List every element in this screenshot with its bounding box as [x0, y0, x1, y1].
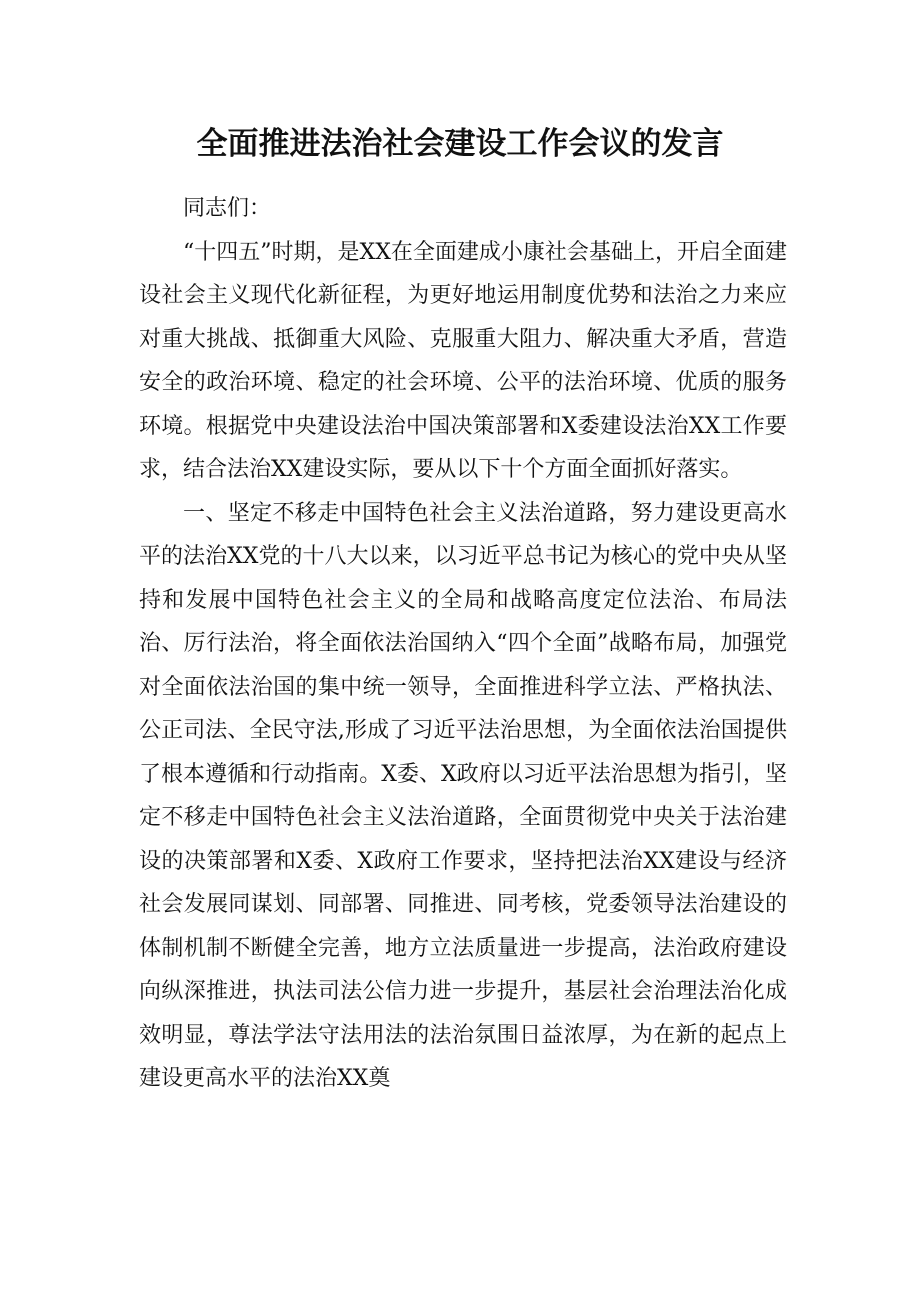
document-body: [139, 187, 787, 1101]
paragraph-intro: “十四五”时期，是XX在全面建成小康社会基础上，开启全面建设社会主义现代化新征程，为更好地运用制度优势和法治之力来应对重大挑战、抵御重大风险、克服重大阻力、解决重大矛盾，营造安全的政治环境、稳定的社会环境、公平的法治环境、优质的服务环境。根据党中央建设法治中国决策部署和X委建设法治XX工作要求，结合法治XX建设实际，要从以下十个方面全面抓好落实。: [139, 239, 787, 482]
document-title: 全面推进法治社会建设工作会议的发言: [196, 126, 724, 162]
paragraph-section-one: 一、坚定不移走中国特色社会主义法治道路，努力建设更高水平的法治XX党的十八大以来，以习近平总书记为核心的党中央从坚持和发展中国特色社会主义的全局和战略高度定位法治、布局法治、厉行法治，将全面依法治国纳入“四个全面”战略布局，加强党对全面依法治国的集中统一领导，全面推进科学立法、严格执法、公正司法、全民守法,形成了习近平法治思想，为全面依法治国提供了根本遵循和行动指南。X委、X政府以习近平法治思想为指引，坚定不移走中国特色社会主义法治道路，全面贯彻党中央关于法治建设的决策部署和X委、X政府工作要求，坚持把法治XX建设与经济社会发展同谋划、同部署、同推进、同考核，党委领导法治建设的体制机制不断健全完善，地方立法质量进一步提高，法治政府建设向纵深推进，执法司法公信力进一步提升，基层社会治理法治化成效明显，尊法学法守法用法的法治氛围日益浓厚，为在新的起点上建设更高水平的法治XX奠: [139, 500, 787, 1091]
salutation: 同志们：: [183, 196, 272, 221]
